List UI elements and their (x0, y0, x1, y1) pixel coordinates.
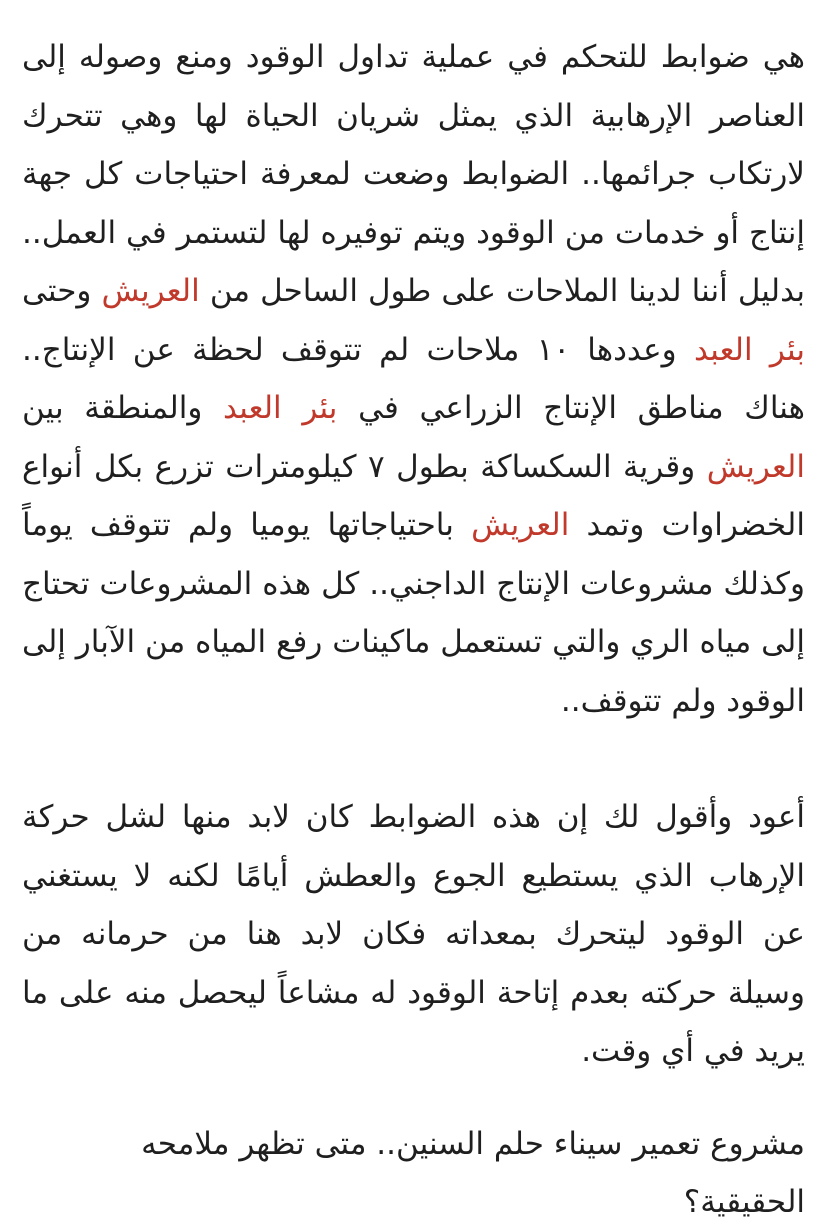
link-el-arish[interactable]: العريش (471, 507, 570, 543)
article-paragraph-1 (22, 0, 805, 730)
paragraph-text: هي ضوابط للتحكم في عملية تداول الوقود ومنع وصوله إلى العناصر الإرهابية الذي يمثل شريان الحياة لها وهي تتحرك لارتكاب جرائمها.. الضوابط وضعت لمعرفة احتياجات كل جهة إنتاج أو خدمات من الوقود ويتم توفيره لها لتستمر في العمل.. بدليل أننا لدينا الملاحات على طول الساحل من (22, 39, 805, 309)
article-subheading: مشروع تعمير سيناء حلم السنين.. متى تظهر ملامحه الحقيقية؟ (141, 1125, 805, 1220)
link-el-arish[interactable]: العريش (101, 273, 200, 309)
paragraph-text: والمنطقة بين (22, 390, 203, 426)
article-body (22, 0, 805, 1232)
article-paragraph-2: أعود وأقول لك إن هذه الضوابط كان لابد منها لشل حركة الإرهاب الذي يستطيع الجوع والعطش أيامًا لكنه لا يستغني عن الوقود ليتحرك بمعداته فكان لابد هنا من حرمانه من وسيلة حركته بعدم إتاحة الوقود له مشاعاً ليحصل منه على ما يريد في أي وقت. (22, 799, 805, 1069)
link-bir-al-abd[interactable]: بئر العبد (693, 331, 805, 368)
paragraph-text: وقرية السكساكة بطول ٧ كيلومترات تزرع بكل أنواع الخضراوات وتمد (22, 448, 805, 543)
paragraph-text: باحتياجاتها يوميا ولم تتوقف يوماً وكذلك مشروعات الإنتاج الداجني.. كل هذه المشروعات تحتاج إلى مياه الري والتي تستعمل ماكينات رفع المياه من الآبار إلى الوقود ولم تتوقف.. (22, 507, 805, 719)
link-bir-al-abd[interactable]: بئر العبد (223, 390, 338, 426)
paragraph-text: وعددها ١٠ ملاحات لم تتوقف لحظة عن الإنتاج.. هناك مناطق الإنتاج الزراعي في (22, 331, 805, 426)
link-el-arish[interactable]: العريش (706, 448, 805, 485)
paragraph-text: وحتى (22, 273, 92, 309)
